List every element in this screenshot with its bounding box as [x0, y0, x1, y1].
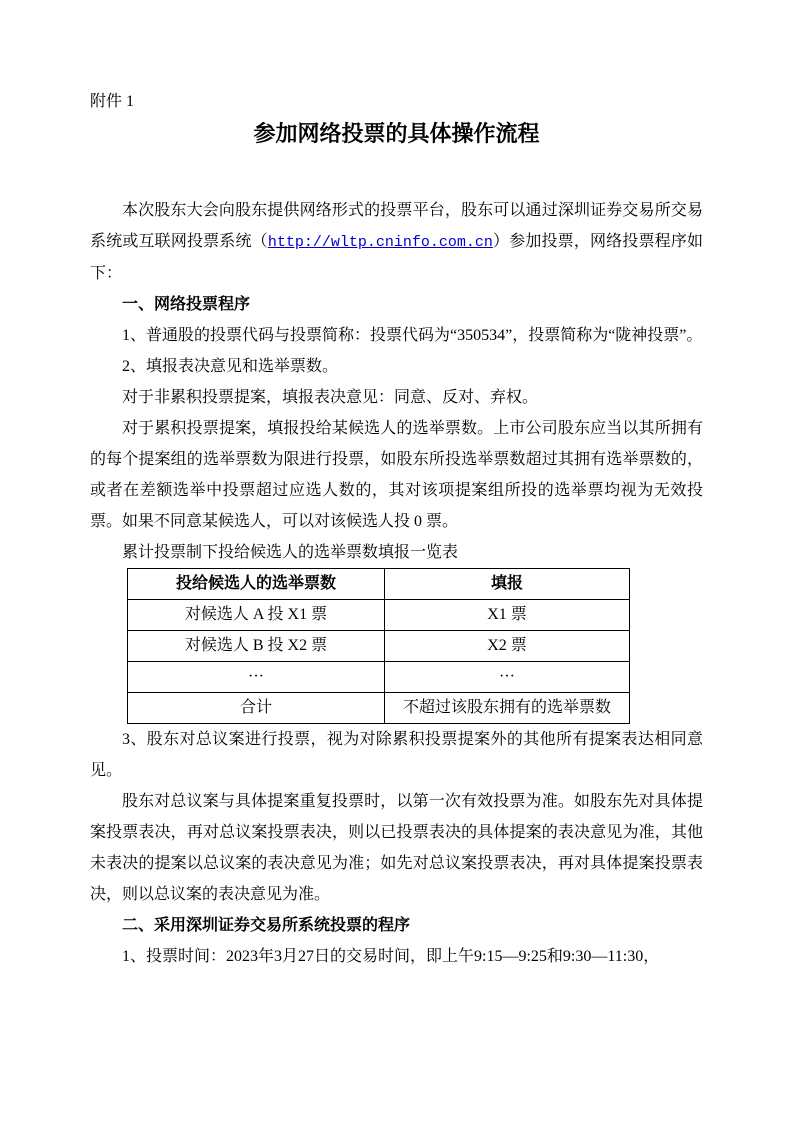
section1-heading: 一、网络投票程序 — [122, 296, 251, 313]
section1-item3: 3、股东对总议案进行投票，视为对除累积投票提案外的其他所有提案表达相同意见。 — [90, 731, 703, 779]
intro-paragraph — [90, 195, 703, 289]
section2-item1: 1、投票时间：2023年3月27日的交易时间，即上午9:15—9:25和9:30—11:30， — [122, 948, 660, 965]
table-header-row — [128, 569, 630, 600]
table-cell: ··· — [128, 662, 385, 693]
table-row — [128, 662, 630, 693]
table-cell: X1 票 — [385, 600, 630, 631]
voting-system-link[interactable]: http://wltp.cninfo.com.cn — [267, 234, 493, 251]
table-row — [128, 693, 630, 724]
attachment-label: 附件 1 — [90, 93, 135, 110]
vote-table-caption: 累计投票制下投给候选人的选举票数填报一览表 — [122, 544, 459, 561]
table-row — [128, 631, 630, 662]
intro-text-after-link: ）参加投票，网络投票程序如下： — [90, 233, 703, 282]
table-header-votes: 投给候选人的选举票数 — [128, 569, 385, 600]
table-cell: X2 票 — [385, 631, 630, 662]
table-cell: 对候选人 A 投 X1 票 — [128, 600, 385, 631]
section1-item2-note2: 对于累积投票提案，填报投给某候选人的选举票数。上市公司股东应当以其所拥有的每个提案组的选举票数为限进行投票，如股东所投选举票数超过其拥有选举票数的，或者在差额选举中投票超过应选人数的，其对该项提案组所投的选举票均视为无效投票。如果不同意某候选人，可以对该候选人投 0 票。 — [90, 420, 703, 530]
section1-item1: 1、普通股的投票代码与投票简称：投票代码为“350534”，投票简称为“陇神投票”。 — [122, 327, 703, 344]
vote-count-table — [127, 568, 630, 724]
table-row — [128, 600, 630, 631]
section1-item3-note: 股东对总议案与具体提案重复投票时，以第一次有效投票为准。如股东先对具体提案投票表决，再对总议案投票表决，则以已投票表决的具体提案的表决意见为准，其他未表决的提案以总议案的表决意见为准；如先对总议案投票表决，再对具体提案投票表决，则以总议案的表决意见为准。 — [90, 793, 703, 903]
table-cell: ··· — [385, 662, 630, 693]
section2-heading: 二、采用深圳证券交易所系统投票的程序 — [122, 917, 411, 934]
intro-text-before-link: 本次股东大会向股东提供网络形式的投票平台，股东可以通过深圳证券交易所交易系统或互联网投票系统（ — [90, 202, 703, 250]
section1-item2: 2、填报表决意见和选举票数。 — [122, 358, 339, 375]
page-title: 参加网络投票的具体操作流程 — [253, 121, 540, 146]
table-cell: 合计 — [128, 693, 385, 724]
section1-item2-note1: 对于非累积投票提案，填报表决意见：同意、反对、弃权。 — [122, 389, 539, 406]
table-cell: 对候选人 B 投 X2 票 — [128, 631, 385, 662]
table-cell: 不超过该股东拥有的选举票数 — [385, 693, 630, 724]
table-header-fill-in: 填报 — [385, 569, 630, 600]
